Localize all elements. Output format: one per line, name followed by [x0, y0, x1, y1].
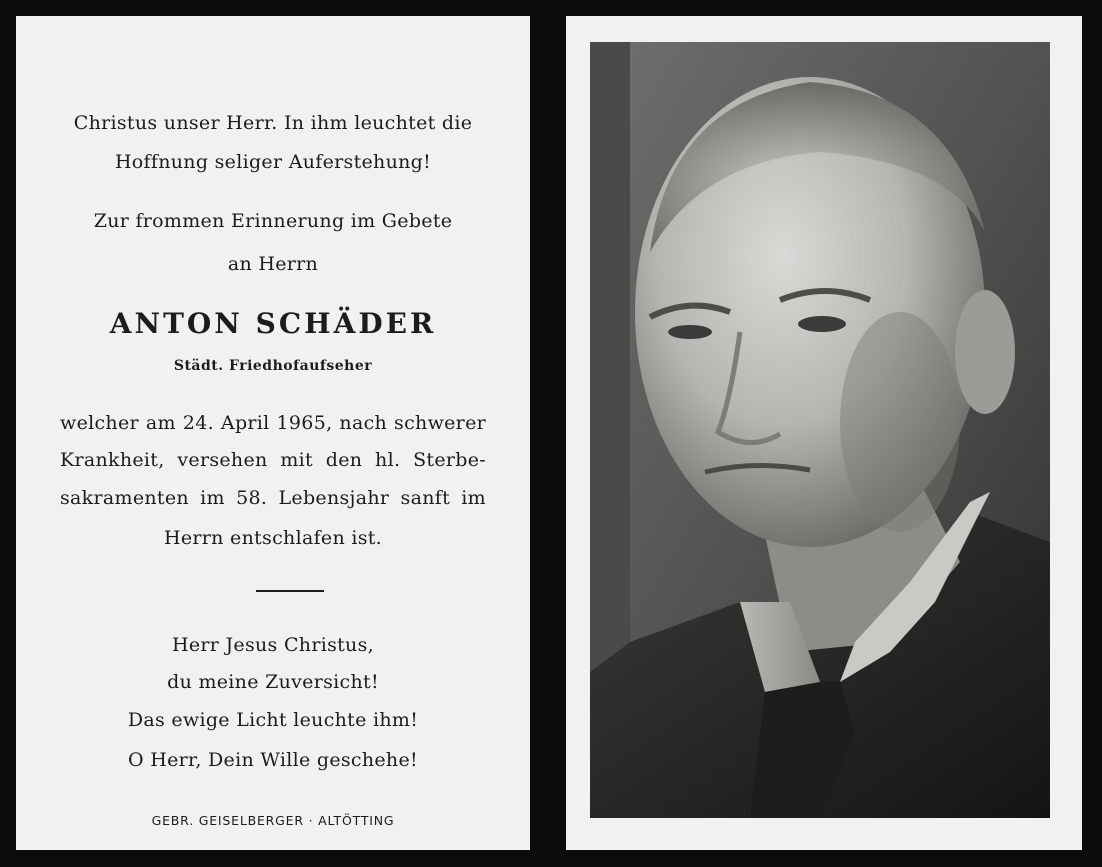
- portrait-photo: [590, 42, 1050, 818]
- prayer-line-2: du meine Zuversicht!: [167, 671, 379, 693]
- prayer-line-4: O Herr, Dein Wille geschehe!: [128, 749, 418, 771]
- prayer-line-3: Das ewige Licht leuchte ihm!: [127, 709, 419, 731]
- death-line-4: Herrn entschlafen ist.: [163, 527, 383, 549]
- portrait-card: [566, 16, 1082, 850]
- death-line-1: welcher am 24. April 1965, nach schwerer: [60, 412, 486, 434]
- memorial-text-card: [16, 16, 530, 850]
- verse-line-2: Hoffnung seliger Auferstehung!: [114, 151, 432, 173]
- verse-line-1: Christus unser Herr. In ihm leuchtet die: [73, 112, 473, 134]
- death-line-2: Krankheit, versehen mit den hl. Sterbe-: [60, 449, 486, 471]
- deceased-name: ANTON SCHÄDER: [109, 307, 437, 340]
- death-line-3: sakramenten im 58. Lebensjahr sanft im: [60, 487, 486, 509]
- prayer-line-1: Herr Jesus Christus,: [171, 634, 374, 656]
- memorial-line-1: Zur frommen Erinnerung im Gebete: [93, 210, 453, 232]
- divider-rule: [256, 590, 324, 592]
- memorial-line-2: an Herrn: [227, 253, 319, 275]
- printer-imprint: GEBR. GEISELBERGER · ALTÖTTING: [151, 813, 395, 828]
- occupation: Städt. Friedhofaufseher: [173, 358, 373, 374]
